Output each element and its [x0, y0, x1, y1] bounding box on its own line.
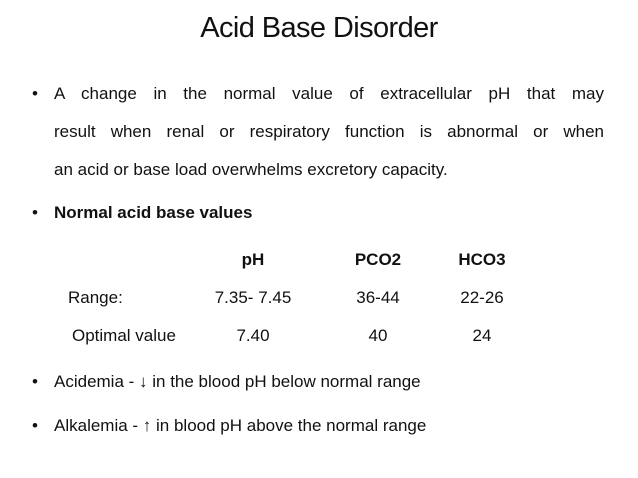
table-cell: 24	[472, 326, 492, 345]
table-cell: 7.35- 7.45	[214, 288, 292, 307]
table-cell: 22-26	[460, 288, 504, 307]
column-header-pco2: PCO2	[354, 250, 402, 269]
definition-line-3: an acid or base load overwhelms excretory capacity.	[54, 160, 448, 179]
bullet-dot: •	[32, 372, 38, 391]
alkalemia-text: Alkalemia - ↑ in blood pH above the normal range	[54, 416, 427, 435]
slide-title: Acid Base Disorder	[200, 12, 438, 44]
table-cell: 36-44	[356, 288, 400, 307]
acidemia-text: Acidemia - ↓ in the blood pH below normal range	[54, 372, 421, 391]
bullet-dot: •	[32, 84, 38, 103]
column-header-ph: pH	[241, 250, 265, 269]
bullet-dot: •	[32, 203, 38, 222]
definition-line-1: A change in the normal value of extracellular pH that may	[54, 84, 604, 103]
bullet-dot: •	[32, 416, 38, 435]
table-cell: 40	[368, 326, 388, 345]
row-label-optimal: Optimal value	[72, 326, 176, 345]
definition-line-2: result when renal or respiratory function is abnormal or when	[54, 122, 604, 141]
column-header-hco3: HCO3	[458, 250, 506, 269]
row-label-range: Range:	[68, 288, 123, 307]
normal-values-heading: Normal acid base values	[54, 203, 253, 222]
table-cell: 7.40	[236, 326, 270, 345]
